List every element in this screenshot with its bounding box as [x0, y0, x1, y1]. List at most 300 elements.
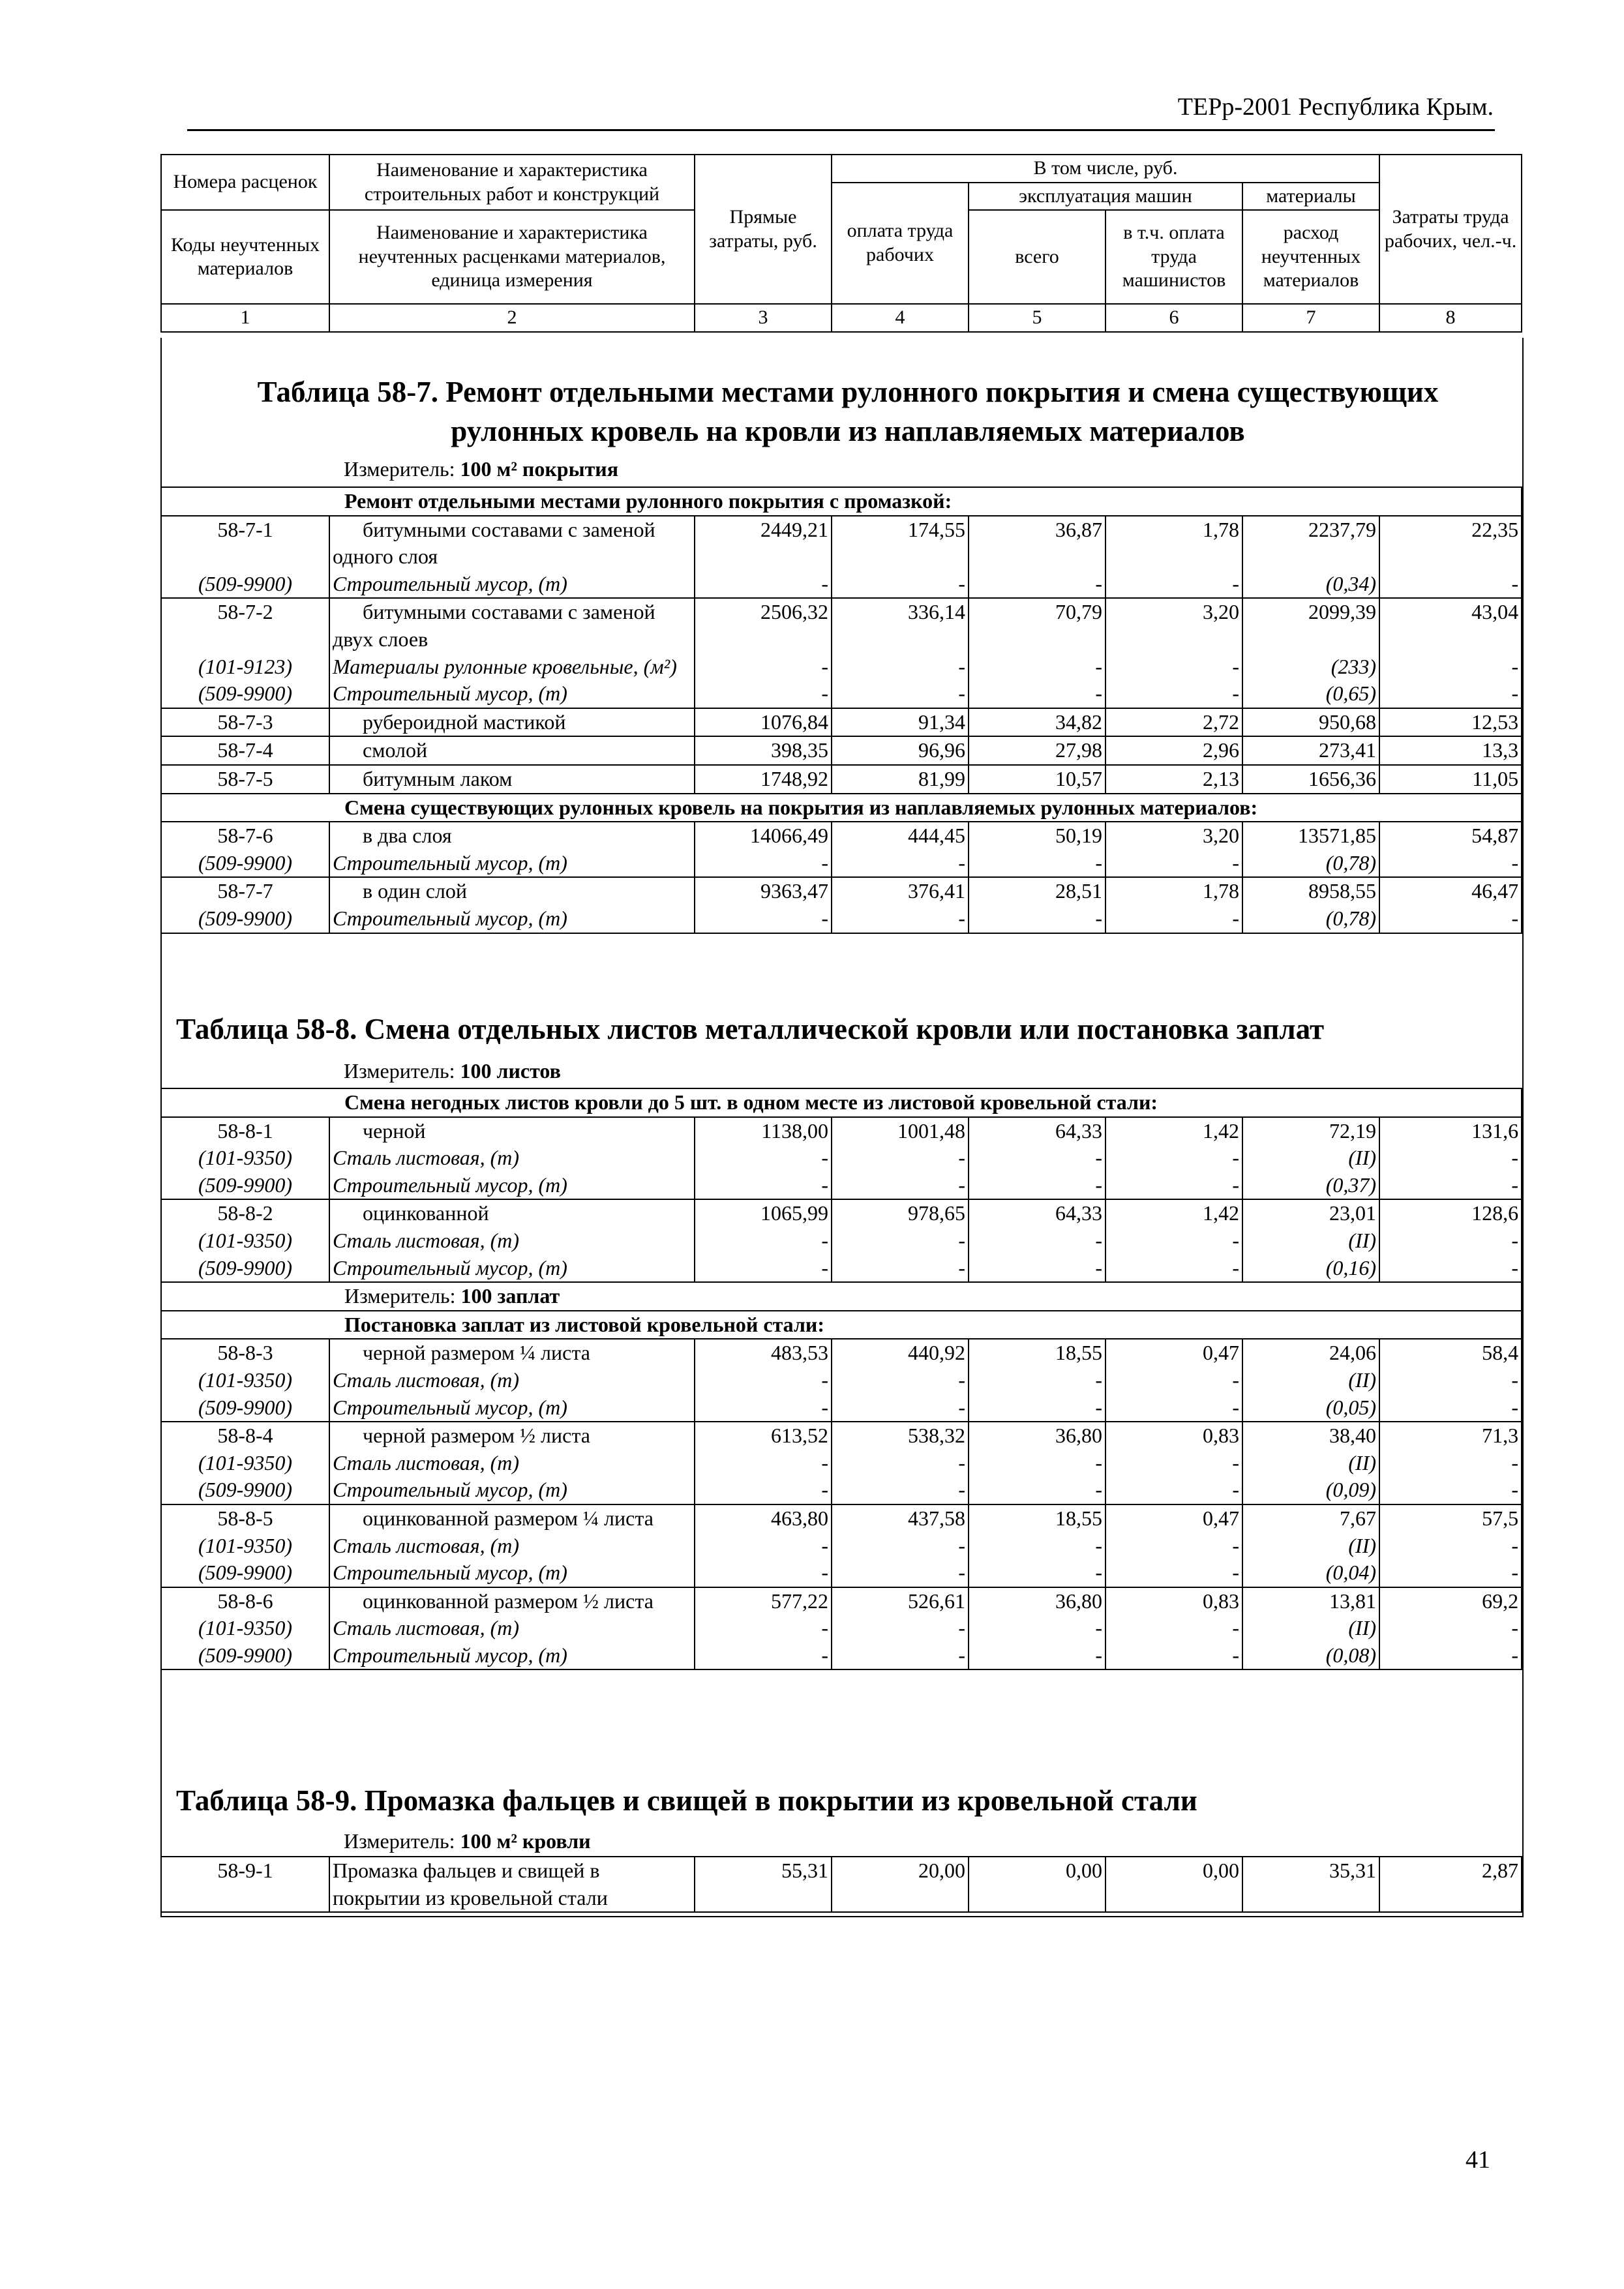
rate-row — [161, 765, 1522, 794]
header-direct-costs: Прямые затраты, руб. — [695, 155, 832, 304]
rate-name — [329, 1587, 695, 1615]
rate-code: 58-7-3 — [161, 708, 329, 737]
material-row — [161, 1533, 1522, 1560]
wages: - — [832, 1367, 969, 1394]
labor: - — [1379, 680, 1522, 708]
header-operators-wages: в т.ч. оплата труда машинистов — [1105, 210, 1242, 304]
direct-cost: 2506,32 — [695, 598, 832, 653]
labor: 12,53 — [1379, 708, 1522, 737]
subsection-heading: Постановка заплат из листовой кровельной стали: — [161, 1311, 1522, 1339]
header-machines-total: всего — [969, 210, 1105, 304]
rate-code: (101-9350) — [161, 1367, 329, 1394]
rate-name — [329, 877, 695, 905]
rate-name-text: битумными составами с заменой одного слоя — [333, 517, 655, 569]
materials: 13,81 — [1242, 1587, 1379, 1615]
meter-cell — [161, 1282, 1522, 1311]
rate-code: 58-9-1 — [161, 1857, 329, 1912]
wages: 91,34 — [832, 708, 969, 737]
rate-code: 58-8-5 — [161, 1504, 329, 1533]
material-row — [161, 1255, 1522, 1283]
operators-wages: 3,20 — [1105, 822, 1242, 850]
rate-name-text: черной размером ½ листа — [363, 1424, 590, 1448]
rate-code: (509-9900) — [161, 571, 329, 599]
rate-code: (509-9900) — [161, 850, 329, 878]
rate-name: Сталь листовая, (т) — [329, 1615, 695, 1642]
material-row — [161, 653, 1522, 681]
direct-cost: 398,35 — [695, 736, 832, 765]
rate-name: Строительный мусор, (т) — [329, 1642, 695, 1670]
rate-name — [329, 1199, 695, 1227]
labor: - — [1379, 571, 1522, 599]
machines-total: - — [969, 1476, 1105, 1504]
labor: 128,6 — [1379, 1199, 1522, 1227]
operators-wages: - — [1105, 1367, 1242, 1394]
labor: - — [1379, 850, 1522, 878]
wages: - — [832, 1394, 969, 1422]
direct-cost: 1076,84 — [695, 708, 832, 737]
subsection-row — [161, 1088, 1522, 1117]
table-58-9-meter — [344, 1831, 591, 1851]
operators-wages: 3,20 — [1105, 598, 1242, 653]
labor: - — [1379, 1367, 1522, 1394]
rate-name — [329, 1422, 695, 1450]
machines-total: 36,80 — [969, 1422, 1105, 1450]
machines-total: 70,79 — [969, 598, 1105, 653]
direct-cost: - — [695, 1559, 832, 1587]
materials: (0,16) — [1242, 1255, 1379, 1283]
materials: (0,08) — [1242, 1642, 1379, 1670]
direct-cost: - — [695, 850, 832, 878]
machines-total: - — [969, 1450, 1105, 1477]
rate-name — [329, 1117, 695, 1145]
table-58-8-title: Таблица 58-8. Смена отдельных листов металлической кровли или постановка заплат — [176, 1013, 1325, 1045]
wages: 978,65 — [832, 1199, 969, 1227]
rate-code: 58-7-7 — [161, 877, 329, 905]
wages: - — [832, 1559, 969, 1587]
header-name-bottom: Наименование и характеристика неучтенных расценками материалов, единица измерения — [329, 210, 695, 304]
direct-cost: 1748,92 — [695, 765, 832, 794]
wages: - — [832, 905, 969, 933]
direct-cost: - — [695, 1533, 832, 1560]
table-58-7-title-line2: рулонных кровель на кровли из наплавляемых материалов — [451, 415, 1245, 447]
wages: 437,58 — [832, 1504, 969, 1533]
col-number: 8 — [1379, 304, 1522, 332]
labor: - — [1379, 1144, 1522, 1172]
machines-total: 36,87 — [969, 516, 1105, 571]
machines-total: - — [969, 1255, 1105, 1283]
materials: 38,40 — [1242, 1422, 1379, 1450]
machines-total: 0,00 — [969, 1857, 1105, 1912]
col-number: 5 — [969, 304, 1105, 332]
materials: (233) — [1242, 653, 1379, 681]
machines-total: - — [969, 1144, 1105, 1172]
direct-cost: - — [695, 1172, 832, 1200]
rate-name-text: битумным лаком — [363, 766, 513, 790]
meter-label: Измеритель: — [344, 1059, 455, 1083]
machines-total: - — [969, 680, 1105, 708]
operators-wages: - — [1105, 680, 1242, 708]
subsection-row — [161, 794, 1522, 822]
rate-name: Сталь листовая, (т) — [329, 1144, 695, 1172]
rate-name — [329, 1857, 695, 1912]
rate-name — [329, 598, 695, 653]
rate-row — [161, 822, 1522, 850]
rate-name: Сталь листовая, (т) — [329, 1450, 695, 1477]
subsection-row — [161, 1311, 1522, 1339]
meter-label: Измеритель: — [344, 1284, 456, 1308]
machines-total: 34,82 — [969, 708, 1105, 737]
table-58-7-meter — [344, 458, 618, 479]
machines-total: - — [969, 1227, 1105, 1255]
machines-total: - — [969, 850, 1105, 878]
direct-cost: 55,31 — [695, 1857, 832, 1912]
operators-wages: - — [1105, 850, 1242, 878]
operators-wages: 2,72 — [1105, 708, 1242, 737]
subsection-heading: Смена существующих рулонных кровель на покрытия из наплавляемых рулонных материалов: — [161, 794, 1522, 822]
rate-code: (509-9900) — [161, 1559, 329, 1587]
operators-wages: 2,96 — [1105, 736, 1242, 765]
rate-name — [329, 1504, 695, 1533]
operators-wages: 1,78 — [1105, 516, 1242, 571]
rate-name-text: оцинкованной размером ¼ листа — [363, 1506, 654, 1530]
direct-cost: - — [695, 1476, 832, 1504]
materials: (0,65) — [1242, 680, 1379, 708]
table-58-8-body — [160, 1088, 1522, 1670]
rate-row — [161, 1857, 1522, 1912]
materials: 1656,36 — [1242, 765, 1379, 794]
rate-code: 58-7-6 — [161, 822, 329, 850]
labor: - — [1379, 905, 1522, 933]
wages: 440,92 — [832, 1339, 969, 1367]
materials: (0,04) — [1242, 1559, 1379, 1587]
machines-total: 64,33 — [969, 1199, 1105, 1227]
header-rule — [187, 129, 1495, 131]
material-row — [161, 1172, 1522, 1200]
labor: - — [1379, 1533, 1522, 1560]
rate-row — [161, 1339, 1522, 1367]
rate-code: (101-9123) — [161, 653, 329, 681]
labor: 2,87 — [1379, 1857, 1522, 1912]
rate-row — [161, 1422, 1522, 1450]
header-labor: Затраты труда рабочих, чел.-ч. — [1379, 155, 1522, 304]
labor: - — [1379, 1642, 1522, 1670]
wages: - — [832, 1255, 969, 1283]
labor: - — [1379, 1559, 1522, 1587]
rate-code: (101-9350) — [161, 1144, 329, 1172]
labor: - — [1379, 1394, 1522, 1422]
rate-code: 58-8-2 — [161, 1199, 329, 1227]
rate-code: 58-7-5 — [161, 765, 329, 794]
labor: 46,47 — [1379, 877, 1522, 905]
wages: - — [832, 1227, 969, 1255]
direct-cost: - — [695, 1394, 832, 1422]
material-row — [161, 1559, 1522, 1587]
header-materials: материалы — [1242, 183, 1379, 211]
materials: 72,19 — [1242, 1117, 1379, 1145]
direct-cost: - — [695, 653, 832, 681]
material-row — [161, 571, 1522, 599]
header-name-top: Наименование и характеристика строительных работ и конструкций — [329, 155, 695, 210]
operators-wages: 1,78 — [1105, 877, 1242, 905]
meter-value: 100 листов — [460, 1059, 561, 1083]
direct-cost: - — [695, 905, 832, 933]
subsection-heading: Ремонт отдельными местами рулонного покрытия с промазкой: — [161, 487, 1522, 516]
direct-cost: - — [695, 680, 832, 708]
labor: 13,3 — [1379, 736, 1522, 765]
materials: 24,06 — [1242, 1339, 1379, 1367]
meter-value: 100 м² кровли — [460, 1829, 591, 1853]
wages: - — [832, 1476, 969, 1504]
machines-total: 28,51 — [969, 877, 1105, 905]
rate-code: 58-8-3 — [161, 1339, 329, 1367]
direct-cost: 613,52 — [695, 1422, 832, 1450]
materials: 2237,79 — [1242, 516, 1379, 571]
table-58-9-title: Таблица 58-9. Промазка фальцев и свищей в покрытии из кровельной стали — [176, 1784, 1197, 1817]
wages: - — [832, 1144, 969, 1172]
labor: 43,04 — [1379, 598, 1522, 653]
wages: 81,99 — [832, 765, 969, 794]
materials: (0,05) — [1242, 1394, 1379, 1422]
col-number: 4 — [832, 304, 969, 332]
machines-total: - — [969, 1172, 1105, 1200]
wages: - — [832, 680, 969, 708]
wages: - — [832, 850, 969, 878]
rate-name — [329, 516, 695, 571]
machines-total: - — [969, 1615, 1105, 1642]
wages: 538,32 — [832, 1422, 969, 1450]
labor: - — [1379, 1615, 1522, 1642]
rate-name — [329, 1339, 695, 1367]
rate-code: (101-9350) — [161, 1615, 329, 1642]
document-header-title: ТЕРр-2001 Республика Крым. — [1177, 93, 1494, 121]
materials: 13571,85 — [1242, 822, 1379, 850]
materials: (0,37) — [1242, 1172, 1379, 1200]
operators-wages: - — [1105, 1450, 1242, 1477]
wages: - — [832, 1450, 969, 1477]
rate-code: (101-9350) — [161, 1533, 329, 1560]
machines-total: - — [969, 1533, 1105, 1560]
rate-name-text: битумными составами с заменой двух слоев — [333, 600, 655, 651]
operators-wages: - — [1105, 1394, 1242, 1422]
header-machines: эксплуатация машин — [969, 183, 1242, 211]
rate-code: (509-9900) — [161, 1642, 329, 1670]
rate-code: (101-9350) — [161, 1227, 329, 1255]
meter-value: 100 м² покрытия — [460, 457, 619, 481]
labor: - — [1379, 1476, 1522, 1504]
rate-name: Строительный мусор, (т) — [329, 680, 695, 708]
direct-cost: 1065,99 — [695, 1199, 832, 1227]
wages: 96,96 — [832, 736, 969, 765]
meter-label: Измеритель: — [344, 1829, 455, 1853]
wages: 376,41 — [832, 877, 969, 905]
operators-wages: - — [1105, 571, 1242, 599]
labor: 58,4 — [1379, 1339, 1522, 1367]
rate-code: 58-7-1 — [161, 516, 329, 571]
operators-wages: 0,83 — [1105, 1587, 1242, 1615]
rate-name: Строительный мусор, (т) — [329, 1476, 695, 1504]
wages: 526,61 — [832, 1587, 969, 1615]
materials: 273,41 — [1242, 736, 1379, 765]
direct-cost: - — [695, 1615, 832, 1642]
direct-cost: 14066,49 — [695, 822, 832, 850]
rate-name: Сталь листовая, (т) — [329, 1533, 695, 1560]
material-row — [161, 905, 1522, 933]
table-58-7-body — [160, 486, 1522, 934]
rate-code: 58-8-4 — [161, 1422, 329, 1450]
wages: 20,00 — [832, 1857, 969, 1912]
subsection-row — [161, 487, 1522, 516]
materials: 7,67 — [1242, 1504, 1379, 1533]
materials: (II) — [1242, 1533, 1379, 1560]
rate-row — [161, 1504, 1522, 1533]
materials: 2099,39 — [1242, 598, 1379, 653]
operators-wages: 1,42 — [1105, 1117, 1242, 1145]
rate-name-text: черной размером ¼ листа — [363, 1341, 590, 1365]
operators-wages: - — [1105, 1172, 1242, 1200]
direct-cost: 463,80 — [695, 1504, 832, 1533]
labor: 131,6 — [1379, 1117, 1522, 1145]
header-wages: оплата труда рабочих — [832, 183, 969, 305]
operators-wages: - — [1105, 1476, 1242, 1504]
col-number: 2 — [329, 304, 695, 332]
machines-total: - — [969, 1559, 1105, 1587]
rate-name: Строительный мусор, (т) — [329, 1394, 695, 1422]
labor: - — [1379, 1172, 1522, 1200]
rate-row — [161, 598, 1522, 653]
meter-row — [161, 1282, 1522, 1311]
rate-code: (509-9900) — [161, 1172, 329, 1200]
rate-name: Строительный мусор, (т) — [329, 905, 695, 933]
labor: 69,2 — [1379, 1587, 1522, 1615]
machines-total: - — [969, 905, 1105, 933]
materials: (II) — [1242, 1450, 1379, 1477]
labor: - — [1379, 1255, 1522, 1283]
operators-wages: - — [1105, 1144, 1242, 1172]
direct-cost: 1138,00 — [695, 1117, 832, 1145]
materials: 8958,55 — [1242, 877, 1379, 905]
material-row — [161, 680, 1522, 708]
wages: 1001,48 — [832, 1117, 969, 1145]
wages: - — [832, 1615, 969, 1642]
rate-code: 58-8-1 — [161, 1117, 329, 1145]
machines-total: - — [969, 653, 1105, 681]
rate-row — [161, 877, 1522, 905]
material-row — [161, 1450, 1522, 1477]
materials: (0,34) — [1242, 571, 1379, 599]
wages: - — [832, 1642, 969, 1670]
machines-total: 36,80 — [969, 1587, 1105, 1615]
wages: - — [832, 1172, 969, 1200]
rate-name — [329, 708, 695, 737]
direct-cost: - — [695, 1367, 832, 1394]
materials: (0,78) — [1242, 905, 1379, 933]
header-incl: В том числе, руб. — [832, 155, 1379, 183]
rate-name: Строительный мусор, (т) — [329, 1559, 695, 1587]
rate-name — [329, 736, 695, 765]
materials: (0,78) — [1242, 850, 1379, 878]
wages: 444,45 — [832, 822, 969, 850]
machines-total: - — [969, 1394, 1105, 1422]
rate-row — [161, 1199, 1522, 1227]
rate-code: (509-9900) — [161, 1394, 329, 1422]
rate-name — [329, 765, 695, 794]
rate-name: Строительный мусор, (т) — [329, 850, 695, 878]
labor: 57,5 — [1379, 1504, 1522, 1533]
operators-wages: - — [1105, 1255, 1242, 1283]
wages: 336,14 — [832, 598, 969, 653]
col-number: 3 — [695, 304, 832, 332]
rate-row — [161, 1587, 1522, 1615]
rate-name — [329, 822, 695, 850]
direct-cost: 577,22 — [695, 1587, 832, 1615]
operators-wages: 0,83 — [1105, 1422, 1242, 1450]
operators-wages: 1,42 — [1105, 1199, 1242, 1227]
rate-name-text: рубероидной мастикой — [363, 710, 566, 734]
col-number: 6 — [1105, 304, 1242, 332]
rate-row — [161, 516, 1522, 571]
rate-row — [161, 736, 1522, 765]
header-unaccounted-materials: расход неучтенных материалов — [1242, 210, 1379, 304]
direct-cost: 483,53 — [695, 1339, 832, 1367]
rate-code: (509-9900) — [161, 1255, 329, 1283]
rate-name-text: смолой — [363, 738, 428, 762]
direct-cost: - — [695, 1255, 832, 1283]
operators-wages: 0,00 — [1105, 1857, 1242, 1912]
operators-wages: 2,13 — [1105, 765, 1242, 794]
direct-cost: - — [695, 1144, 832, 1172]
materials: (0,09) — [1242, 1476, 1379, 1504]
rate-name-text: оцинкованной размером ½ листа — [363, 1589, 654, 1613]
rate-name: Сталь листовая, (т) — [329, 1227, 695, 1255]
material-row — [161, 1642, 1522, 1670]
machines-total: - — [969, 1367, 1105, 1394]
operators-wages: - — [1105, 1615, 1242, 1642]
rate-name: Сталь листовая, (т) — [329, 1367, 695, 1394]
rate-name-text: Промазка фальцев и свищей в покрытии из кровельной стали — [333, 1859, 608, 1909]
direct-cost: - — [695, 571, 832, 599]
header-codes-bottom: Коды неучтенных материалов — [161, 210, 329, 304]
machines-total: 50,19 — [969, 822, 1105, 850]
materials: (II) — [1242, 1144, 1379, 1172]
rate-name-text: в два слоя — [363, 824, 452, 848]
rate-name: Материалы рулонные кровельные, (м²) — [329, 653, 695, 681]
meter-label: Измеритель: — [344, 457, 455, 481]
materials: 950,68 — [1242, 708, 1379, 737]
labor: 22,35 — [1379, 516, 1522, 571]
operators-wages: - — [1105, 1642, 1242, 1670]
rate-code: 58-7-2 — [161, 598, 329, 653]
rate-name-text: оцинкованной — [363, 1201, 489, 1225]
materials: 35,31 — [1242, 1857, 1379, 1912]
material-row — [161, 1227, 1522, 1255]
rate-name-text: в один слой — [363, 879, 468, 903]
direct-cost: 9363,47 — [695, 877, 832, 905]
table-58-7-title-line1: Таблица 58-7. Ремонт отдельными местами рулонного покрытия и смена существующих — [257, 376, 1439, 408]
labor: - — [1379, 653, 1522, 681]
labor: 11,05 — [1379, 765, 1522, 794]
rate-name: Строительный мусор, (т) — [329, 1172, 695, 1200]
rate-code: 58-8-6 — [161, 1587, 329, 1615]
rate-name: Строительный мусор, (т) — [329, 1255, 695, 1283]
operators-wages: 0,47 — [1105, 1339, 1242, 1367]
col-number: 1 — [161, 304, 329, 332]
column-header-table — [160, 154, 1522, 333]
direct-cost: 2449,21 — [695, 516, 832, 571]
rate-name-text: черной — [363, 1118, 426, 1143]
operators-wages: - — [1105, 1559, 1242, 1587]
material-row — [161, 1144, 1522, 1172]
machines-total: 18,55 — [969, 1504, 1105, 1533]
